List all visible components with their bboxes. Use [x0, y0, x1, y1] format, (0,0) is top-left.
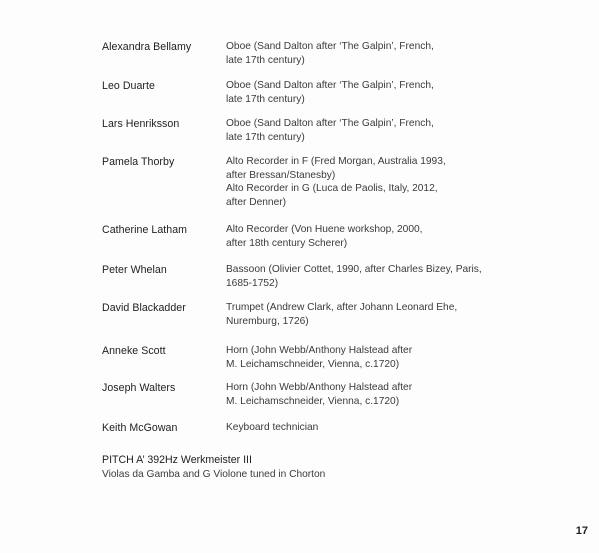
performer-roster	[102, 39, 522, 440]
roster-row	[102, 39, 522, 78]
instrument-description	[226, 78, 522, 106]
instrument-line: Nuremburg, 1726)	[226, 315, 309, 327]
roster-row	[102, 300, 522, 343]
performer-name: Keith McGowan	[102, 422, 178, 434]
instrument-line: after 18th century Scherer)	[226, 237, 348, 249]
instrument-line: M. Leichamschneider, Vienna, c.1720)	[226, 358, 400, 370]
instrument-line: Trumpet (Andrew Clark, after Johann Leonard Ehe,	[226, 302, 458, 313]
instrument-description	[226, 154, 522, 209]
performer-name: Pamela Thorby	[102, 156, 175, 168]
performer-name: Lars Henriksson	[102, 118, 180, 130]
instrument-description	[226, 116, 522, 144]
instrument-line: Alto Recorder (Von Huene workshop, 2000,	[226, 224, 423, 235]
instrument-line: Horn (John Webb/Anthony Halstead after	[226, 345, 413, 356]
instrument-line: after Bressan/Stanesby)	[226, 169, 336, 181]
performer-name: Anneke Scott	[102, 345, 166, 357]
roster-row	[102, 222, 522, 262]
instrument-line: after Denner)	[226, 196, 287, 208]
instrument-line: late 17th century)	[226, 54, 305, 66]
instrument-line: Bassoon (Olivier Cottet, 1990, after Charles Bizey, Paris,	[226, 264, 482, 275]
performer-name: Peter Whelan	[102, 264, 167, 276]
roster-row	[102, 262, 522, 300]
performer-name: David Blackadder	[102, 302, 186, 314]
instrument-line: Oboe (Sand Dalton after ‘The Galpin’, French,	[226, 41, 434, 52]
instrument-line: late 17th century)	[226, 131, 305, 143]
roster-row	[102, 420, 522, 440]
instrument-description	[226, 262, 522, 290]
performer-name: Joseph Walters	[102, 382, 176, 394]
instrument-line: Oboe (Sand Dalton after ‘The Galpin’, French,	[226, 118, 434, 129]
instrument-description	[226, 380, 522, 408]
roster-row	[102, 78, 522, 116]
instrument-line: M. Leichamschneider, Vienna, c.1720)	[226, 395, 400, 407]
instrument-line: Horn (John Webb/Anthony Halstead after	[226, 382, 413, 393]
instrument-line: Oboe (Sand Dalton after ‘The Galpin’, French,	[226, 80, 434, 91]
pitch-section	[102, 453, 522, 482]
instrument-description	[226, 300, 522, 328]
instrument-line: late 17th century)	[226, 93, 305, 105]
pitch-title: PITCH A’ 392Hz Werkmeister III	[102, 454, 252, 466]
instrument-line: Keyboard technician	[226, 422, 319, 433]
instrument-description	[226, 343, 522, 371]
instrument-line: Alto Recorder in F (Fred Morgan, Australia 1993,	[226, 156, 446, 167]
instrument-description	[226, 420, 522, 435]
performer-name: Leo Duarte	[102, 80, 155, 92]
instrument-description	[226, 222, 522, 250]
roster-row	[102, 116, 522, 154]
performer-name: Alexandra Bellamy	[102, 41, 192, 53]
roster-row	[102, 154, 522, 222]
page-number: 17	[575, 525, 588, 537]
performer-name: Catherine Latham	[102, 224, 188, 236]
instrument-line: Alto Recorder in G (Luca de Paolis, Italy, 2012,	[226, 183, 438, 195]
pitch-note: Violas da Gamba and G Violone tuned in Chorton	[102, 469, 326, 480]
instrument-description	[226, 39, 522, 67]
instrument-line: 1685-1752)	[226, 277, 279, 289]
roster-row	[102, 343, 522, 380]
roster-row	[102, 380, 522, 420]
